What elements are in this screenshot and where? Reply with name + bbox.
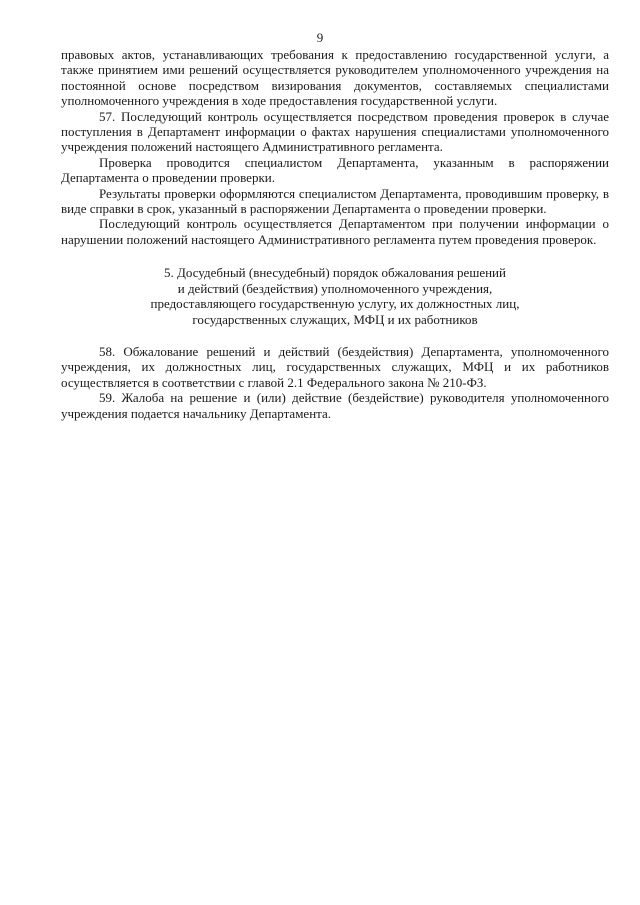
paragraph: 57. Последующий контроль осуществляется посредством проведения проверок в случае поступления в Департамент информации о фактах нарушения специалистами уполномоченного учреждения положений настоящего Административного регламента. bbox=[61, 108, 609, 155]
section-heading-line: 5. Досудебный (внесудебный) порядок обжалования решений bbox=[164, 265, 506, 281]
paragraph: Последующий контроль осуществляется Департаментом при получении информации о нарушении положений настоящего Административного регламента путем проведения проверок. bbox=[61, 216, 609, 247]
paragraph: правовых актов, устанавливающих требования к предоставлению государственной услуги, а также принятием ими решений осуществляется руководителем уполномоченного учреждения на постоянной основе посредством визирования документов, составляемых специалистами уполномоченного учреждения в ходе предоставления государственной услуги. bbox=[61, 47, 609, 109]
section-heading bbox=[61, 265, 609, 327]
paragraph: Проверка проводится специалистом Департамента, указанным в распоряжении Департамента о проведении проверки. bbox=[61, 154, 609, 186]
paragraph: 59. Жалоба на решение и (или) действие (бездействие) руководителя уполномоченного учреждения подается начальнику Департамента. bbox=[61, 390, 609, 421]
section-heading-line: предоставляющего государственную услугу, их должностных лиц, bbox=[150, 296, 520, 312]
page-number: 9 bbox=[316, 30, 324, 45]
document-body bbox=[61, 47, 609, 421]
section-heading-line: и действий (бездействия) уполномоченного учреждения, bbox=[177, 280, 493, 296]
paragraph: 58. Обжалование решений и действий (бездействия) Департамента, уполномоченного учреждения, их должностных лиц, государственных служащих, МФЦ и их работников осуществляется в соответствии с главой 2.1 Федерального закона № 210-ФЗ. bbox=[61, 343, 609, 390]
paragraph: Результаты проверки оформляются специалистом Департамента, проводившим проверку, в виде справки в срок, указанный в распоряжении Департамента о проведении проверки. bbox=[61, 185, 609, 217]
section-heading-line: государственных служащих, МФЦ и их работников bbox=[192, 311, 478, 327]
